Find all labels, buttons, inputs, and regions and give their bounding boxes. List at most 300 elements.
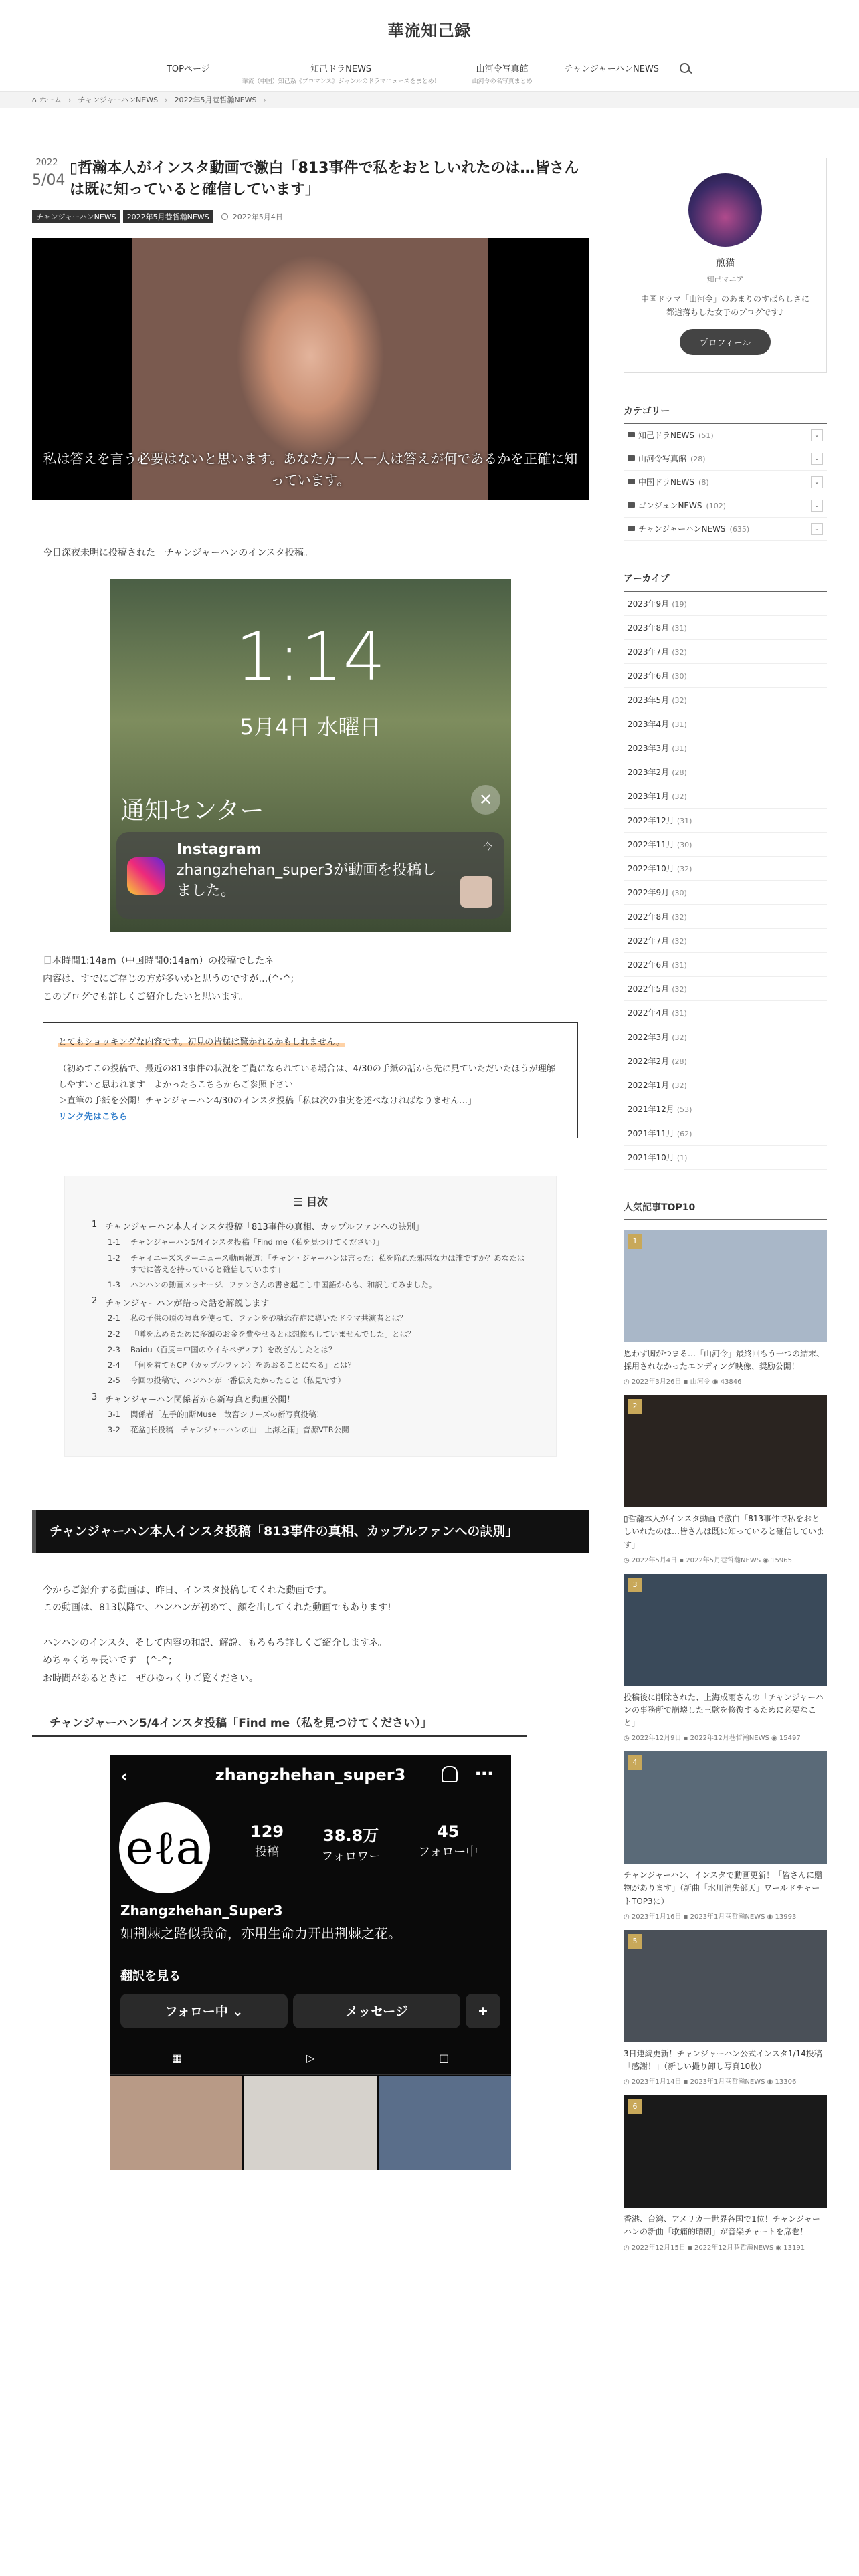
profile-button[interactable]: プロフィール: [680, 329, 771, 355]
toc-num: 2-2: [108, 1329, 120, 1339]
chevron-down-icon[interactable]: ⌄: [811, 453, 823, 465]
sidebar: [624, 158, 827, 2252]
eyecatch-caption: 私は答えを言う必要はないと思います。あなた方一人一人は答えが何であるかを正確に知っています。: [43, 450, 578, 488]
nav-sub: 華流（中国）知己系《ブロマンス》ジャンルのドラマニュースをまとめ！: [242, 78, 440, 85]
stat-label: フォロー中: [418, 1844, 478, 1859]
toc-subitem[interactable]: [108, 1344, 529, 1356]
archive-label: 2022年8月: [628, 911, 670, 922]
archive-count: (30): [672, 888, 687, 897]
ranking-title[interactable]: チャンジャーハン、インスタで動画更新！「皆さんに贈物があります」（新曲「水川消失部天」ワールドチャートTOP3に）: [624, 1870, 823, 1906]
toc-label: チャンジャーハン5/4インスタ投稿「Find me（私を見つけてください）」: [130, 1237, 384, 1247]
archive-count: (32): [672, 1033, 687, 1042]
archive-count: (31): [672, 1008, 687, 1018]
toc-item[interactable]: [92, 1220, 529, 1232]
toc-group: [92, 1220, 529, 1291]
rank-badge: 5: [628, 1934, 642, 1949]
ranking-category: 2022年5月巷哲瀚NEWS: [686, 1556, 761, 1564]
archive-count: (32): [672, 647, 687, 657]
ranking-title[interactable]: 3日連続更新！チャンジャーハン公式インスタ1/14投稿「感謝！」（新しい撮り卸し写真10枚）: [624, 2048, 822, 2072]
archive-item[interactable]: [624, 1049, 827, 1073]
rank-badge: 6: [628, 2099, 642, 2114]
archive-count: (28): [672, 1057, 687, 1066]
ranking-thumbnail[interactable]: [624, 1930, 827, 2042]
chevron-right-icon: ›: [165, 95, 168, 104]
ig-tabs: [110, 2042, 511, 2075]
ranking-list: [624, 1230, 827, 2252]
archive-label: 2022年6月: [628, 960, 670, 970]
subsection-heading: チャンジャーハン5/4インスタ投稿「Find me（私を見つけてください）」: [32, 1708, 527, 1737]
nav-item-chiki-news[interactable]: [242, 62, 440, 85]
clock-icon: ◷: [624, 1378, 632, 1386]
archive-item[interactable]: [624, 712, 827, 736]
nav-item-zhangzhehan-news[interactable]: [565, 62, 659, 74]
toc-num: 1: [92, 1220, 98, 1230]
stat-value: 38.8万: [323, 1826, 379, 1845]
notif-center-label: 通知センター: [120, 797, 264, 825]
ig-stats: [250, 1822, 478, 1864]
toc-item[interactable]: [92, 1392, 529, 1405]
archive-label: 2022年4月: [628, 1008, 670, 1018]
ranking-title[interactable]: ▯哲瀚本人がインスタ動画で激白「813事件で私をおとしいれたのは…皆さんは既に知っていると確信しています」: [624, 1514, 825, 1549]
ig-translate: 翻訳を見る: [120, 1969, 181, 1983]
search-icon[interactable]: [678, 62, 692, 76]
ranking-meta: [624, 2242, 827, 2252]
post-date-box: [32, 158, 66, 189]
notice-body: （初めてこの投稿で、最近の813事件の状況をご覧になられている場合は、4/30の手紙の話から先に見ていただいたほうが理解しやすいと思われます よかったらこちらからご参照下さい: [58, 1064, 555, 1091]
rank-badge: 3: [628, 1578, 642, 1592]
chevron-down-icon[interactable]: ⌄: [811, 476, 823, 488]
post-tag[interactable]: チャンジャーハンNEWS: [32, 210, 120, 223]
close-icon: ✕: [471, 785, 500, 815]
toc-label: 花盆▯长投稿 チャンジャーハンの曲「上海之雨」音源VTR公開: [130, 1424, 349, 1434]
category-widget-title: カテゴリー: [624, 404, 827, 424]
archive-count: (31): [672, 623, 687, 633]
folder-icon: ▪: [677, 1556, 686, 1564]
ranking-date: 2023年1月14日: [631, 2078, 682, 2086]
archive-count: (30): [676, 840, 692, 849]
chevron-down-icon[interactable]: ⌄: [811, 429, 823, 441]
archive-label: 2023年4月: [628, 719, 670, 729]
toc-label: 私の子供の頃の写真を使って、ファンを砂糖恐存症に導いたドラマ共演者とは？: [130, 1313, 407, 1323]
category-label: ゴンジュンNEWS: [638, 501, 702, 511]
breadcrumb: [0, 91, 859, 108]
table-of-contents: [64, 1176, 557, 1457]
toc-item[interactable]: [92, 1296, 529, 1309]
clock-icon: ◷: [624, 1913, 632, 1921]
toc-num: 1-2: [108, 1253, 120, 1263]
archive-item[interactable]: [624, 1146, 827, 1170]
back-arrow-icon: ‹: [120, 1764, 128, 1787]
text-line: このブログでも詳しくご紹介したいと思います。: [43, 991, 248, 1002]
ig-post-thumb: [379, 2076, 511, 2170]
eye-icon: ◉: [765, 2078, 775, 2086]
nav-item-sanhelin-photos[interactable]: [472, 62, 533, 85]
breadcrumb-subcategory[interactable]: 2022年5月巷哲瀚NEWS: [174, 96, 257, 104]
notif-thumbnail: [460, 876, 492, 908]
ig-stat-posts: [250, 1822, 284, 1864]
ranking-item[interactable]: [624, 1930, 827, 2086]
breadcrumb-category[interactable]: チャンジャーハンNEWS: [78, 96, 159, 104]
ranking-thumbnail[interactable]: [624, 2095, 827, 2208]
archive-count: (62): [676, 1129, 692, 1138]
archive-item[interactable]: [624, 760, 827, 784]
ranking-meta: [624, 1911, 827, 1921]
spacer: [43, 1617, 578, 1634]
folder-icon: ▪: [681, 1378, 690, 1386]
profile-avatar: [688, 173, 762, 247]
archive-count: (32): [672, 695, 687, 705]
main-content: [32, 158, 589, 2170]
ranking-thumbnail[interactable]: [624, 1751, 827, 1864]
profile-widget: [624, 158, 827, 373]
archive-item[interactable]: [624, 1025, 827, 1049]
category-count: (8): [698, 478, 709, 488]
post-title: ▯哲瀚本人がインスタ動画で激白「813事件で私をおとしいれたのは…皆さんは既に知っていると確信しています」: [70, 160, 579, 198]
ranking-views: 15497: [779, 1735, 801, 1743]
ranking-item[interactable]: [624, 1574, 827, 1743]
ig-avatar: eℓa: [119, 1802, 210, 1893]
toc-num: 3-2: [108, 1424, 120, 1434]
nav-label: 知己ドラNEWS: [310, 64, 372, 74]
toc-subitem[interactable]: [108, 1375, 529, 1386]
archive-count: (1): [676, 1153, 688, 1162]
category-count: (635): [729, 525, 750, 534]
ig-message-button: メッセージ: [293, 1994, 460, 2028]
ranking-views: 13993: [775, 1913, 797, 1921]
ranking-thumbnail[interactable]: [624, 1574, 827, 1686]
ranking-date: 2022年12月9日: [631, 1735, 682, 1743]
archive-item[interactable]: [624, 833, 827, 857]
ranking-item[interactable]: [624, 1751, 827, 1921]
archive-label: 2023年2月: [628, 767, 670, 777]
play-icon: ▷: [306, 2051, 315, 2064]
archive-item[interactable]: [624, 1097, 827, 1121]
folder-icon: [628, 479, 635, 484]
ranking-title[interactable]: 投稿後に削除された、上海成雨さんの「チャンジャーハンの事務所で崩壊した三験を修復するために必要なこと」: [624, 1692, 824, 1728]
breadcrumb-home[interactable]: ホーム: [39, 96, 62, 104]
category-item[interactable]: [624, 447, 827, 471]
ranking-meta: [624, 2076, 827, 2086]
intro-text: 今日深夜未明に投稿された チャンジャーハンのインスタ投稿。: [43, 547, 313, 558]
folder-icon: [628, 502, 635, 508]
category-item[interactable]: [624, 518, 827, 541]
ig-header: [110, 1755, 511, 1794]
archive-label: 2023年1月: [628, 791, 670, 801]
stat-value: 45: [437, 1822, 460, 1841]
toc-num: 2: [92, 1296, 98, 1307]
folder-icon: ▪: [685, 2244, 694, 2252]
instagram-screenshot: [110, 1755, 511, 2170]
archive-item[interactable]: [624, 592, 827, 616]
folder-icon: ▪: [681, 1735, 690, 1743]
notice-link[interactable]: リンク先はこちら: [58, 1112, 128, 1123]
toc-subitem[interactable]: [108, 1360, 529, 1371]
archive-list: [624, 592, 827, 1170]
toc-subitem[interactable]: [108, 1424, 529, 1436]
archive-item[interactable]: [624, 1121, 827, 1146]
more-icon: ⋯: [475, 1761, 494, 1784]
archive-item[interactable]: [624, 953, 827, 977]
archive-label: 2023年5月: [628, 695, 670, 705]
category-item[interactable]: [624, 471, 827, 494]
profile-name: 煎猫: [716, 258, 735, 269]
eye-icon: ◉: [765, 1913, 775, 1921]
archive-count: (31): [676, 816, 692, 825]
toc-label: チャンジャーハンが語った話を解説します: [105, 1299, 270, 1309]
archive-label: 2021年10月: [628, 1152, 674, 1162]
ig-username: zhangzhehan_super3: [215, 1765, 406, 1784]
clock-icon: ◷: [624, 1735, 632, 1743]
archive-count: (30): [672, 671, 687, 681]
text-line: 日本時間1:14am（中国時間0:14am）の投稿でしたネ。: [43, 956, 283, 967]
category-item[interactable]: [624, 494, 827, 518]
archive-item[interactable]: [624, 905, 827, 929]
site-title[interactable]: 華流知己録: [387, 21, 472, 40]
archive-label: 2022年1月: [628, 1080, 670, 1090]
clock-icon: ◷: [624, 2078, 632, 2086]
eye-icon: ◉: [769, 1735, 779, 1743]
eye-icon: ◉: [710, 1378, 721, 1386]
bell-icon: [442, 1766, 458, 1782]
category-label: 山河令写真館: [638, 454, 687, 464]
ranking-views: 13306: [775, 2078, 797, 2086]
archive-count: (32): [672, 912, 687, 922]
category-count: (102): [706, 502, 727, 511]
post-meta: [32, 210, 589, 223]
ranking-category: 2022年12月巷哲瀚NEWS: [694, 2244, 774, 2252]
archive-item[interactable]: [624, 688, 827, 712]
archive-item[interactable]: [624, 809, 827, 833]
archive-item[interactable]: [624, 736, 827, 760]
toc-group: [92, 1392, 529, 1436]
toc-num: 1-1: [108, 1237, 120, 1247]
toc-label: 「噂を広めるために多額のお金を費やせるとは想像もしていませんでした」とは？: [130, 1329, 415, 1339]
ranking-widget-title: 人気記事TOP10: [624, 1200, 827, 1220]
site-header: [0, 0, 859, 91]
archive-widget-title: アーカイブ: [624, 572, 827, 592]
archive-label: 2022年2月: [628, 1056, 670, 1066]
ranking-views: 43846: [720, 1378, 742, 1386]
ranking-date: 2023年1月16日: [631, 1913, 682, 1921]
toc-subitem[interactable]: [108, 1253, 529, 1276]
folder-icon: [628, 526, 635, 531]
archive-label: 2023年8月: [628, 623, 670, 633]
ig-buttons: [120, 1994, 500, 2028]
ig-display-name: Zhangzhehan_Super3: [120, 1902, 283, 1919]
archive-count: (32): [672, 792, 687, 801]
rank-badge: 1: [628, 1234, 642, 1249]
archive-count: (53): [676, 1105, 692, 1114]
nav-label: TOPページ: [166, 64, 210, 74]
profile-role: 知己マニア: [706, 275, 744, 284]
toc-label: Baidu（百度＝中国のウイキペディア）を改ざんしたとは？: [130, 1344, 337, 1354]
ig-stat-following: [418, 1822, 478, 1864]
archive-count: (32): [672, 936, 687, 946]
category-item[interactable]: [624, 424, 827, 447]
folder-icon: [628, 455, 635, 461]
archive-count: (32): [676, 864, 692, 873]
nav-item-top[interactable]: [167, 62, 210, 74]
post-tag[interactable]: 2022年5月巷哲瀚NEWS: [123, 210, 213, 223]
archive-count: (19): [672, 599, 687, 609]
archive-label: 2022年12月: [628, 815, 674, 825]
archive-item[interactable]: [624, 1001, 827, 1025]
ranking-meta: [624, 1376, 827, 1386]
toc-subitem[interactable]: [108, 1313, 529, 1324]
archive-count: (31): [672, 720, 687, 729]
archive-label: 2022年5月: [628, 984, 670, 994]
section-heading: チャンジャーハン本人インスタ投稿「813事件の真相、カップルファンへの訣別」: [32, 1510, 589, 1553]
ig-stat-followers: [321, 1822, 381, 1864]
highlight-text: とてもショッキングな内容です。初見の皆様は驚かれるかもしれません。: [58, 1037, 345, 1048]
archive-label: 2023年3月: [628, 743, 670, 753]
chevron-down-icon[interactable]: ⌄: [811, 500, 823, 512]
tagged-icon: ◫: [438, 2051, 450, 2064]
folder-icon: [628, 432, 635, 437]
text-line: 今からご紹介する動画は、昨日、インスタ投稿してくれた動画です。: [43, 1584, 332, 1596]
ranking-date: 2022年5月4日: [631, 1556, 678, 1564]
toc-label: チャンジャーハン本人インスタ投稿「813事件の真相、カップルファンへの訣別」: [105, 1222, 424, 1233]
toc-num: 2-4: [108, 1360, 120, 1370]
category-label: 知己ドラNEWS: [638, 431, 695, 441]
toc-num: 2-1: [108, 1313, 120, 1323]
ranking-item[interactable]: [624, 1230, 827, 1386]
home-icon: ⌂: [32, 95, 37, 104]
clock-icon: ◷: [624, 1556, 632, 1564]
category-count: (51): [698, 431, 714, 441]
toc-title: [92, 1194, 529, 1209]
category-list: [624, 424, 827, 541]
toc-num: 2-5: [108, 1376, 120, 1386]
archive-label: 2023年9月: [628, 599, 670, 609]
toc-label: 今回の投稿で、ハンハンが一番伝えたかったこと（私見です）: [130, 1376, 345, 1386]
lock-date: 5月4日 水曜日: [240, 714, 381, 740]
archive-label: 2022年10月: [628, 863, 674, 873]
rank-badge: 2: [628, 1399, 642, 1414]
text-line: ハンハンのインスタ、そして内容の和訳、解説、もろもろ詳しくご紹介しますネ。: [43, 1637, 387, 1648]
lock-time: 1:14: [235, 618, 386, 697]
rank-badge: 4: [628, 1755, 642, 1770]
profile-desc: 中国ドラマ「山河令」のあまりのすばらしさに都道落ちした女子のブログです♪: [640, 294, 809, 318]
eye-icon: ◉: [773, 2244, 784, 2252]
ranking-thumbnail[interactable]: [624, 1395, 827, 1507]
toc-group: [92, 1296, 529, 1386]
ig-following-button: フォロー中 ⌄: [120, 1994, 288, 2028]
archive-label: 2021年11月: [628, 1128, 674, 1138]
clock-icon: ◷: [624, 2244, 632, 2252]
ranking-category: 2022年12月巷哲瀚NEWS: [690, 1735, 769, 1743]
clock-icon: [221, 213, 228, 220]
archive-item[interactable]: [624, 640, 827, 664]
post-date: 2022年5月4日: [232, 212, 283, 221]
archive-item[interactable]: [624, 881, 827, 905]
notif-message: zhangzhehan_super3が動画を投稿しました。: [177, 862, 437, 900]
toc-title-text: 目次: [306, 1196, 328, 1209]
archive-item[interactable]: [624, 857, 827, 881]
paragraph-2: [32, 1582, 589, 1688]
ig-post-thumb: [110, 2076, 242, 2170]
ranking-item[interactable]: [624, 1395, 827, 1564]
text-line: この動画は、813以降で、ハンハンが初めて、顔を出してくれた動画でもあります!: [43, 1602, 391, 1614]
category-count: (28): [690, 455, 706, 464]
toc-subitem[interactable]: [108, 1237, 529, 1248]
ranking-category: 2023年1月巷哲瀚NEWS: [690, 1913, 765, 1921]
archive-item[interactable]: [624, 784, 827, 809]
archive-label: 2022年7月: [628, 936, 670, 946]
toc-subitem[interactable]: [108, 1329, 529, 1340]
add-user-icon: +: [466, 1994, 500, 2028]
toc-subitem[interactable]: [108, 1279, 529, 1291]
toc-label: チャンジャーハン関係者から新写真と動画公開！: [105, 1394, 296, 1405]
ranking-date: 2022年12月15日: [631, 2244, 686, 2252]
toc-subitem[interactable]: [108, 1409, 529, 1420]
archive-item[interactable]: [624, 664, 827, 688]
archive-count: (32): [672, 1081, 687, 1090]
stat-label: フォロワー: [321, 1849, 381, 1864]
chevron-right-icon: ›: [68, 95, 72, 104]
folder-icon: ▪: [681, 1913, 690, 1921]
notice-quote: ＞直筆の手紙を公開！チャンジャーハン4/30のインスタ投稿「私は次の事実を述べなければなりません…」: [58, 1096, 477, 1107]
notif-app: Instagram: [177, 841, 262, 859]
archive-label: 2022年9月: [628, 887, 670, 897]
archive-count: (31): [672, 744, 687, 753]
chevron-down-icon[interactable]: ⌄: [811, 523, 823, 535]
toc-label: ハンハンの動画メッセージ、ファンさんの書き起こし中国語からも、和訳してみました。: [130, 1280, 437, 1290]
ranking-category: 山河令: [690, 1378, 710, 1386]
archive-count: (31): [672, 960, 687, 970]
archive-label: 2023年7月: [628, 647, 670, 657]
toc-label: 「何を着てもCP（カップルファン）をあおることになる」とは？: [130, 1360, 356, 1370]
archive-count: (28): [672, 768, 687, 777]
ranking-item[interactable]: [624, 2095, 827, 2251]
toc-num: 3-1: [108, 1409, 120, 1419]
ranking-thumbnail[interactable]: [624, 1230, 827, 1342]
archive-label: 2022年11月: [628, 839, 674, 849]
text-line: お時間があるときに ぜひゆっくりご覧ください。: [43, 1673, 258, 1685]
nav-sub: 山河令の名写真まとめ: [472, 78, 533, 85]
archive-label: 2021年12月: [628, 1104, 674, 1114]
category-label: チャンジャーハンNEWS: [638, 524, 726, 534]
ig-post-thumb: [244, 2076, 377, 2170]
archive-item[interactable]: [624, 1073, 827, 1097]
post-monthday: 5/04: [32, 172, 66, 189]
ranking-date: 2022年3月26日: [631, 1378, 682, 1386]
notice-box: [43, 1022, 578, 1138]
ranking-title[interactable]: 香港、台湾、アメリカ一世界各国で1位！チャンジャーハンの新曲「歌痛的晴朗」が音楽チャートを席巻！: [624, 2214, 820, 2237]
archive-item[interactable]: [624, 977, 827, 1001]
toc-num: 1-3: [108, 1280, 120, 1290]
ranking-views: 13191: [783, 2244, 805, 2252]
category-label: 中国ドラNEWS: [638, 477, 695, 488]
ranking-title[interactable]: 恩わず胸がつまる…「山河令」最終回もう一つの結末、採用されなかったエンディング映像、奨励公開！: [624, 1348, 825, 1371]
archive-item[interactable]: [624, 616, 827, 640]
post-header: [32, 158, 589, 201]
archive-item[interactable]: [624, 929, 827, 953]
list-icon: ☰: [293, 1196, 306, 1209]
toc-num: 2-3: [108, 1344, 120, 1354]
ranking-category: 2023年1月巷哲瀚NEWS: [690, 2078, 765, 2086]
stat-value: 129: [250, 1822, 284, 1841]
chevron-right-icon: ›: [263, 95, 266, 104]
text-line: 内容は、すでにご存じの方が多いかと思うのですが…(^-^;: [43, 973, 294, 984]
ranking-views: 15965: [771, 1556, 792, 1564]
toc-num: 3: [92, 1392, 98, 1402]
nav-label: チャンジャーハンNEWS: [564, 64, 660, 74]
paragraph-1: [32, 952, 589, 1006]
ig-bio: 如荆棘之路似我命，亦用生命力开出荆棘之花。: [120, 1925, 401, 1941]
text-line: めちゃくちゃ長いです (^-^;: [43, 1655, 172, 1667]
eyecatch-image: [32, 238, 589, 500]
